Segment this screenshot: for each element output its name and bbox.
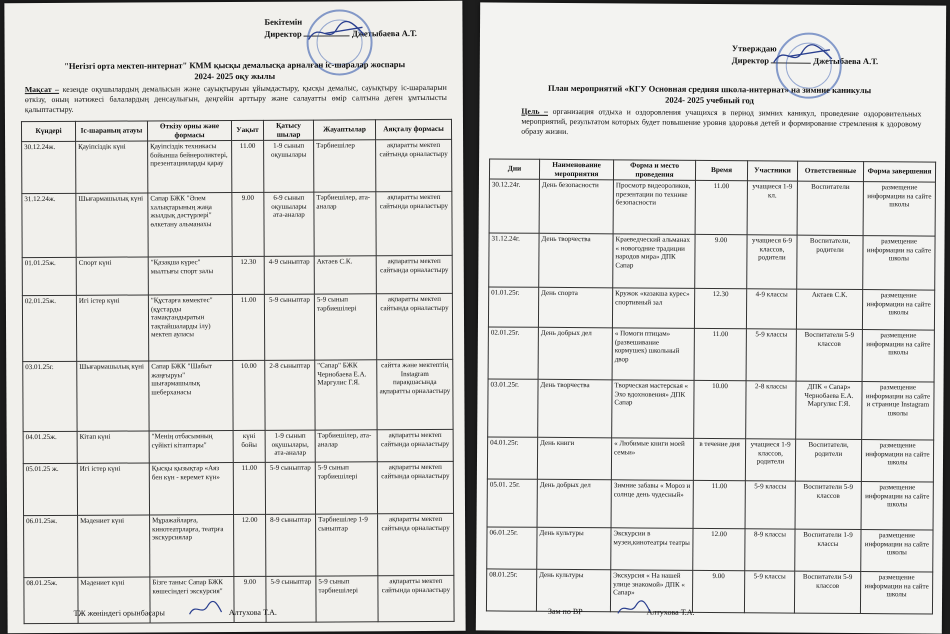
column-header: Іс-шараның атауы: [75, 121, 147, 141]
table-cell: Қауіпсіздік техникасы бойынша бейнероликтері, презентацияларды қарау: [148, 141, 232, 193]
table-cell: 12.00: [234, 514, 266, 576]
table-cell: 5-9 сыныптар: [266, 576, 316, 622]
table-cell: Воспитатели 5-9 классов: [794, 571, 860, 613]
table-cell: 5-9 классы: [744, 571, 794, 613]
table-cell: ақпаратты мектеп сайтында орналастыру: [376, 293, 452, 359]
table-cell: Воспитатели 5-9 классов: [795, 481, 861, 529]
table-cell: 05.01.25 ж.: [23, 463, 77, 515]
table-cell: Актаев С.К.: [796, 289, 862, 329]
table-cell: 4-9 сыныптар: [264, 256, 314, 294]
column-header: Форма завершения: [863, 162, 935, 183]
table-cell: Мұражайларға, кинотеатрларға, театрға экскурсиялар: [150, 515, 234, 577]
table-cell: 9.00: [234, 576, 266, 622]
deputy-signature: [616, 599, 652, 617]
table-cell: 08.01.25г.: [486, 569, 536, 611]
table-cell: размещение информации на сайте школы: [861, 482, 933, 531]
table-cell: 10.00: [233, 360, 265, 430]
table-row: [22, 139, 452, 193]
table-cell: День творчества: [538, 379, 612, 438]
table-cell: Творческая мастерская « Эхо вдохновения» ДПК Сапар: [612, 380, 694, 439]
table-cell: ақпаратты мектеп сайтында орналастыру: [378, 513, 454, 575]
table-cell: "Менің отбасымның сүйікті кітаптары": [149, 431, 233, 463]
table-cell: 30.12.24г.: [489, 179, 539, 233]
table-cell: День культуры: [537, 527, 611, 570]
table-cell: размещение информации на сайте школы: [861, 530, 933, 573]
title-line-2: 2024- 2025 учебный год: [665, 94, 754, 106]
table-cell: Воспитатели: [797, 181, 863, 235]
table-row: [22, 255, 452, 295]
table-cell: 06.01.25г.: [487, 527, 537, 569]
table-cell: учащиеся 1-9 классов, родители: [745, 439, 795, 481]
table-cell: Тәрбиешілер, ата-аналар: [314, 192, 376, 256]
column-header: Время: [695, 160, 747, 180]
footer-name: Алтухова Т.А.: [228, 607, 277, 618]
ru-events-table: [486, 158, 936, 617]
table-cell: ақпаратты мектеп сайтында орналастыру: [377, 461, 453, 513]
footer-role: ТЖ жөніндегі орынбасары: [73, 608, 165, 618]
table-cell: ДПК « Сапар» Чернобаева Е.А. Маргулис Г.Я.: [796, 381, 862, 439]
table-cell: День спорта: [538, 287, 612, 328]
table-cell: 04.01.25г.: [487, 437, 537, 479]
table-cell: размещение информации на сайте школы: [861, 440, 933, 483]
director-name: Джетыбаева А.Т.: [351, 28, 417, 39]
kazakh-plan-page: [4, 1, 465, 633]
column-header: Дни: [489, 159, 539, 179]
table-row: [489, 233, 935, 290]
table-cell: Мәдениет күні: [78, 515, 150, 577]
table-cell: Игі істер күні: [77, 463, 149, 515]
footer-name: Алтухова Т.А.: [646, 607, 695, 617]
russian-plan-page: [476, 2, 946, 633]
table-row: [487, 437, 933, 482]
table-cell: 2-8 сыныптар: [265, 360, 315, 430]
table-cell: ақпаратты мектеп сайтында орналастыру: [376, 191, 452, 255]
table-cell: Зимние забавы « Мороз и солнце день чудесный»: [611, 480, 693, 529]
table-row: [488, 379, 934, 440]
director-signature: [770, 40, 840, 68]
goal-label: Мақсат –: [24, 84, 60, 95]
table-cell: 5-9 сынып тәрбиешілері: [314, 294, 376, 360]
table-row: [23, 429, 453, 463]
director-label: Директор: [264, 28, 302, 39]
plan-title: [25, 59, 445, 83]
column-header: Өткізу орны және формасы: [147, 121, 231, 141]
column-header: Аяқталу формасы: [375, 119, 451, 139]
table-cell: 2-8 классы: [746, 381, 796, 439]
table-cell: 30.12.24ж.: [22, 141, 76, 193]
table-cell: Сапар БЖК "Шабыт жаңғыруы" шығармашылық шеберханасы: [149, 361, 233, 431]
table-row: [23, 461, 453, 515]
table-cell: ақпаратты мектеп сайтында орналастыру: [376, 255, 452, 293]
table-cell: "Сапар" БЖК Чернобаева Е.А. Маргулис Г.Я.: [315, 360, 377, 430]
table-cell: 02.01.25ж.: [22, 295, 76, 361]
table-cell: Шығармашылық күні: [77, 361, 149, 431]
table-cell: Сапар БЖК "Әлем халықтарының жаңа жылдық дәстүрлері" өлкетану альманахы: [148, 193, 232, 257]
table-cell: День культуры: [536, 569, 610, 612]
title-line-2: 2024- 2025 оқу жылы: [194, 70, 276, 82]
table-cell: 5-9 сыныптар: [264, 294, 314, 360]
table-cell: Тәрбиешілер, ата-аналар: [315, 430, 377, 462]
table-cell: 01.01.25ж.: [22, 257, 76, 295]
table-cell: День творчества: [539, 233, 613, 288]
table-header-row: [21, 119, 451, 141]
table-cell: 11.00: [232, 140, 264, 192]
table-cell: размещение информации на сайте и странице Instagram школы: [862, 382, 934, 441]
table-row: [489, 179, 935, 236]
table-cell: размещение информации на сайте школы: [863, 236, 935, 291]
table-cell: Краеведческий альманах « новогодние традиции народов мира» ДПК Сапар: [613, 234, 695, 289]
table-cell: 12.30: [694, 288, 746, 328]
table-cell: размещение информации на сайте школы: [862, 330, 934, 383]
table-cell: Экскурсия « На нашей улице знакомой» ДПК « Сапар»: [610, 570, 692, 613]
approve-word: Бекітемін: [264, 16, 303, 27]
table-cell: 8-9 сыныптар: [266, 514, 316, 576]
table-cell: 1-9 сынып оқушылары: [264, 140, 314, 192]
table-cell: размещение информации на сайте школы: [862, 290, 934, 331]
column-header: Қатысу шылар: [263, 120, 313, 140]
table-cell: 31.12.24г.: [489, 233, 539, 287]
table-cell: 5-9 классы: [745, 481, 795, 529]
table-cell: День книги: [537, 437, 611, 480]
table-cell: 12.00: [693, 528, 745, 570]
table-cell: Воспитатели 1-9 классы: [795, 529, 861, 571]
table-cell: « Помоги птицам» (развешивание кормушек) школьный двор: [612, 328, 694, 381]
footer-role: Зам по ВР: [547, 606, 583, 617]
table-cell: сайтта және мектептің Instagram парақшасында ақпаратты орналастыру: [377, 359, 453, 429]
table-row: [488, 327, 934, 382]
deputy-signature: [187, 600, 223, 618]
table-cell: 5-9 сынып тәрбиешілері: [316, 576, 378, 622]
table-cell: Воспитатели, родители: [795, 439, 861, 481]
table-cell: Кружок «казакша курес» спортивный зал: [612, 288, 694, 329]
table-cell: Кітап күні: [77, 431, 149, 463]
table-cell: День добрых дел: [538, 327, 612, 380]
table-cell: День безопасности: [539, 179, 613, 234]
table-cell: Қысқы қызықтар «Аяз бен күн - керемет күн»: [149, 463, 233, 515]
table-cell: Спорт күні: [76, 257, 148, 295]
table-row: [487, 479, 933, 530]
table-row: [487, 527, 933, 572]
plan-goal: [521, 107, 921, 140]
column-header: Жауаптылар: [313, 120, 375, 140]
table-cell: 9.00: [692, 570, 744, 612]
footer-deputy: [74, 608, 277, 618]
table-cell: Тәрбиешілер 1-9 сыныптар: [316, 514, 378, 576]
table-cell: Шығармашылық күні: [76, 193, 148, 257]
table-cell: Мәдениет күні: [78, 577, 150, 623]
table-cell: учащиеся 6-9 классов, родители: [747, 235, 797, 289]
table-cell: 04.01.25ж.: [23, 431, 77, 463]
column-header: Участники: [747, 161, 797, 181]
column-header: Ответственные: [797, 161, 863, 181]
table-row: [488, 287, 934, 330]
table-cell: 03.01.25г.: [488, 379, 538, 437]
table-cell: ақпаратты мектеп сайтында орналастыру: [378, 575, 454, 621]
table-row: [24, 513, 454, 577]
table-cell: Воспитатели, родители: [797, 235, 863, 289]
title-line-1: План мероприятий «КГУ Основная средняя школа-интернат» на зимние каникулы: [548, 82, 872, 96]
director-label: Директор: [731, 55, 770, 66]
table-cell: размещение информации на сайте школы: [863, 182, 935, 237]
table-cell: 1-9 сынып оқушылары, ата-аналар: [265, 430, 315, 462]
kz-events-table: [21, 119, 455, 624]
table-cell: Экскурсии в музеи,кинотеатры театры: [611, 528, 693, 571]
table-cell: Воспитатели 5-9 классов: [796, 329, 862, 381]
table-cell: 10.00: [694, 380, 746, 438]
table-cell: 5-9 сыныптар: [265, 462, 315, 514]
table-cell: 11.00: [693, 480, 745, 528]
table-cell: размещение информации на сайте школы: [860, 572, 932, 615]
goal-label: Цель –: [521, 106, 549, 116]
table-cell: 11.00: [232, 294, 264, 360]
goal-text: кезеңде оқушылардың демалысын және сауықтыруын ұйымдастыру, қысқы демалыс, сауықтыру іс-шараларын өткізу, оның нәтижесі балалардың денсаулығын, деңгейін арттыру және салауатты өмір салтына деген ұмтылысты қалыптастыру.: [24, 82, 447, 115]
plan-goal: [25, 83, 447, 115]
table-cell: 6-9 сынып оқушылары ата-аналар: [264, 192, 314, 256]
table-cell: Қауіпсіздік күні: [76, 141, 148, 193]
table-cell: Игі істер күні: [76, 295, 148, 361]
table-cell: 06.01.25ж.: [24, 515, 78, 577]
table-cell: День добрых дел: [537, 479, 611, 528]
table-cell: учащиеся 1-9 кл.: [747, 181, 797, 235]
table-row: [23, 359, 453, 431]
table-cell: Просмотр видеороликов, презентации по технике безопасности: [613, 180, 695, 235]
table-cell: 5-9 сынып тәрбиешілері: [315, 462, 377, 514]
table-cell: 11.00: [695, 180, 747, 234]
table-cell: 05.01. 25г.: [487, 479, 537, 527]
table-row: [22, 293, 452, 361]
table-cell: "Қазақша күрес" мылтығы спорт залы: [148, 257, 232, 295]
table-cell: Актаев С.К.: [314, 256, 376, 294]
table-cell: в течение дня: [693, 438, 745, 480]
table-cell: 8-9 классы: [745, 529, 795, 571]
table-cell: 4-9 классы: [746, 289, 796, 329]
approve-word: Утверждаю: [731, 43, 777, 54]
table-cell: 5-9 классы: [746, 329, 796, 381]
table-cell: "Құстарға көмектес" (құстарды тамақтандыратын тақтайшаларды ілу) мектеп ауласы: [148, 295, 232, 361]
table-cell: 08.01.25ж.: [24, 577, 78, 623]
table-cell: күні бойы: [233, 430, 265, 462]
column-header: Форма и место проведения: [613, 160, 695, 181]
table-cell: « Любимые книги моей семьи»: [611, 438, 693, 481]
table-cell: 9.00: [232, 192, 264, 256]
table-cell: Тәрбиешілер: [314, 140, 376, 192]
director-signature: [304, 19, 374, 45]
table-cell: 11.00: [694, 328, 746, 380]
table-cell: 11.00: [233, 462, 265, 514]
column-header: Уақыт: [231, 120, 263, 140]
column-header: Күндері: [21, 121, 75, 141]
table-cell: ақпаратты мектеп сайтында орналастыру: [377, 429, 453, 461]
column-header: Наименование мероприятия: [539, 159, 613, 180]
goal-text: организация отдыха и оздоровления учащихся в период зимних каникул, проведение оздоровительных мероприятий, результатом которых будет повышение уровня здоровья детей и формирование стремления к здоровому образу жизни.: [521, 106, 922, 136]
table-cell: 31.12.24ж.: [22, 193, 76, 257]
table-cell: Бізге таныс Сапар БЖК көшесіндегі экскурсия": [150, 577, 234, 623]
table-cell: 03.01.25г.: [23, 361, 77, 431]
table-cell: 9.00: [695, 234, 747, 288]
table-row: [22, 191, 452, 257]
table-cell: 01.01.25г.: [488, 287, 538, 327]
table-cell: ақпаратты мектеп сайтында орналастыру: [376, 139, 452, 191]
title-line-1: "Негізгі орта мектеп-интернат" КММ қысқы демалысқа арналған іс-шаралар жоспары: [64, 59, 406, 71]
table-cell: 12.30: [232, 256, 264, 294]
table-cell: 02.01.25г.: [488, 327, 538, 379]
director-name: Джетыбаева А.Т.: [813, 55, 879, 67]
plan-title: [509, 83, 909, 108]
